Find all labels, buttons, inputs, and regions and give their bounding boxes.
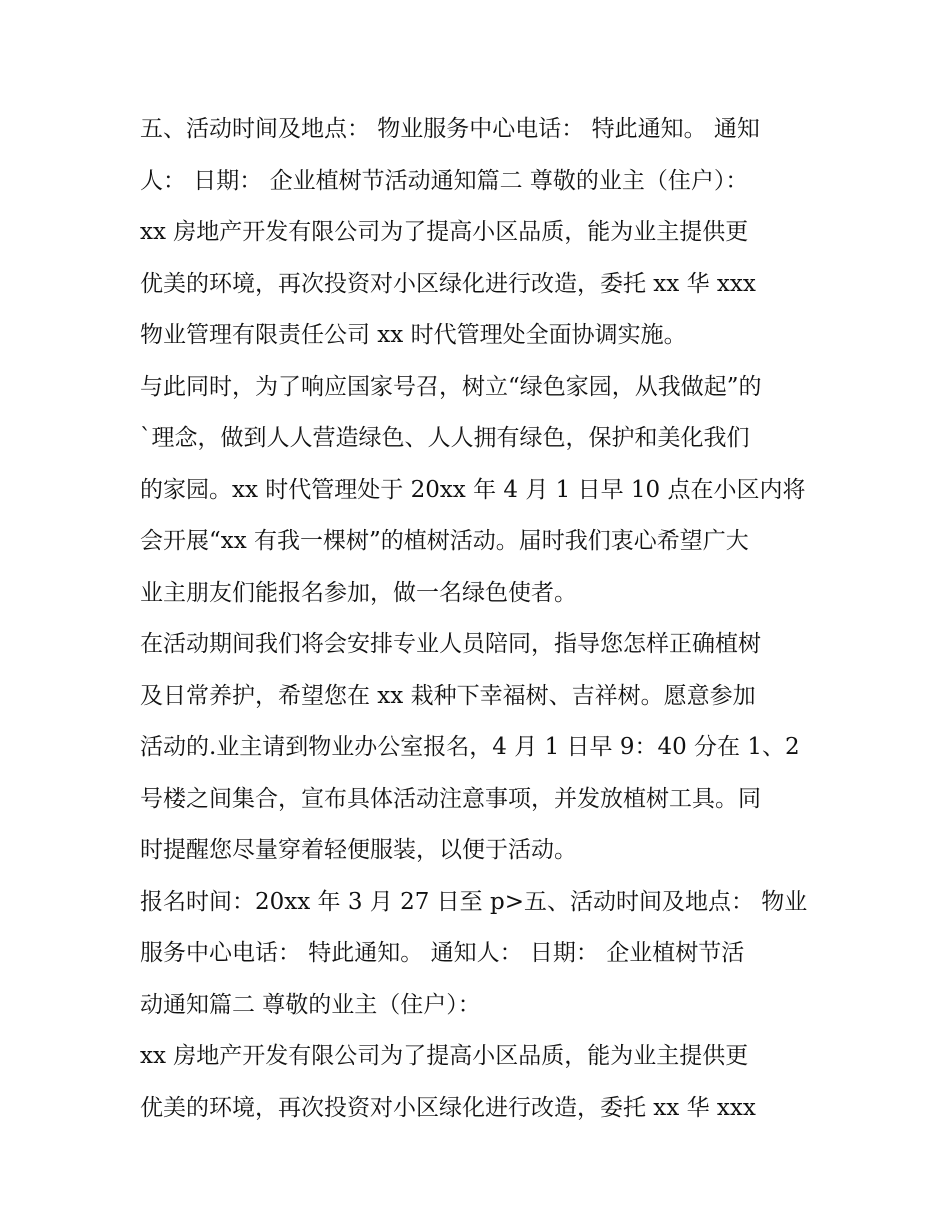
text-line-20: 优美的环境，再次投资对小区绿化进行改造，委托 xx 华 xxx: [140, 1094, 756, 1121]
text-line-17: 服务中心电话： 特此通知。 通知人： 日期： 企业植树节活: [140, 940, 745, 966]
text-line-1: 五、活动时间及地点： 物业服务中心电话： 特此通知。 通知: [140, 116, 760, 142]
text-line-5: 物业管理有限责任公司 xx 时代管理处全面协调实施。: [140, 322, 687, 348]
text-line-3: xx 房地产开发有限公司为了提高小区品质，能为业主提供更: [140, 219, 749, 245]
text-line-4: 优美的环境，再次投资对小区绿化进行改造，委托 xx 华 xxx: [140, 270, 756, 297]
text-line-10: 业主朋友们能报名参加，做一名绿色使者。: [140, 579, 577, 606]
text-line-15: 时提醒您尽量穿着轻便服装，以便于活动。: [140, 837, 577, 863]
text-line-9: 会开展“xx 有我一棵树”的植树活动。届时我们衷心希望广大: [140, 528, 749, 554]
text-line-7: `理念，做到人人营造绿色、人人拥有绿色，保护和美化我们: [140, 425, 750, 451]
text-line-16: 报名时间：20xx 年 3 月 27 日至 p>五、活动时间及地点： 物业: [140, 888, 808, 915]
document-body: [140, 104, 820, 1134]
text-line-13: 活动的.业主请到物业办公室报名，4 月 1 日早 9：40 分在 1、2: [140, 734, 800, 760]
text-line-14: 号楼之间集合，宣布具体活动注意事项，并发放植树工具。同: [140, 785, 761, 812]
text-line-11: 在活动期间我们将会安排专业人员陪同，指导您怎样正确植树: [140, 631, 761, 657]
text-line-12: 及日常养护，希望您在 xx 栽种下幸福树、吉祥树。愿意参加: [140, 682, 756, 709]
text-line-6: 与此同时，为了响应国家号召，树立“绿色家园，从我做起”的: [140, 373, 762, 400]
text-line-18: 动通知篇二 尊敬的业主（住户）：: [140, 991, 481, 1018]
text-line-2: 人： 日期： 企业植树节活动通知篇二 尊敬的业主（住户）：: [140, 167, 749, 194]
text-line-8: 的家园。xx 时代管理处于 20xx 年 4 月 1 日早 10 点在小区内将: [140, 476, 806, 503]
text-line-19: xx 房地产开发有限公司为了提高小区品质，能为业主提供更: [140, 1043, 749, 1069]
